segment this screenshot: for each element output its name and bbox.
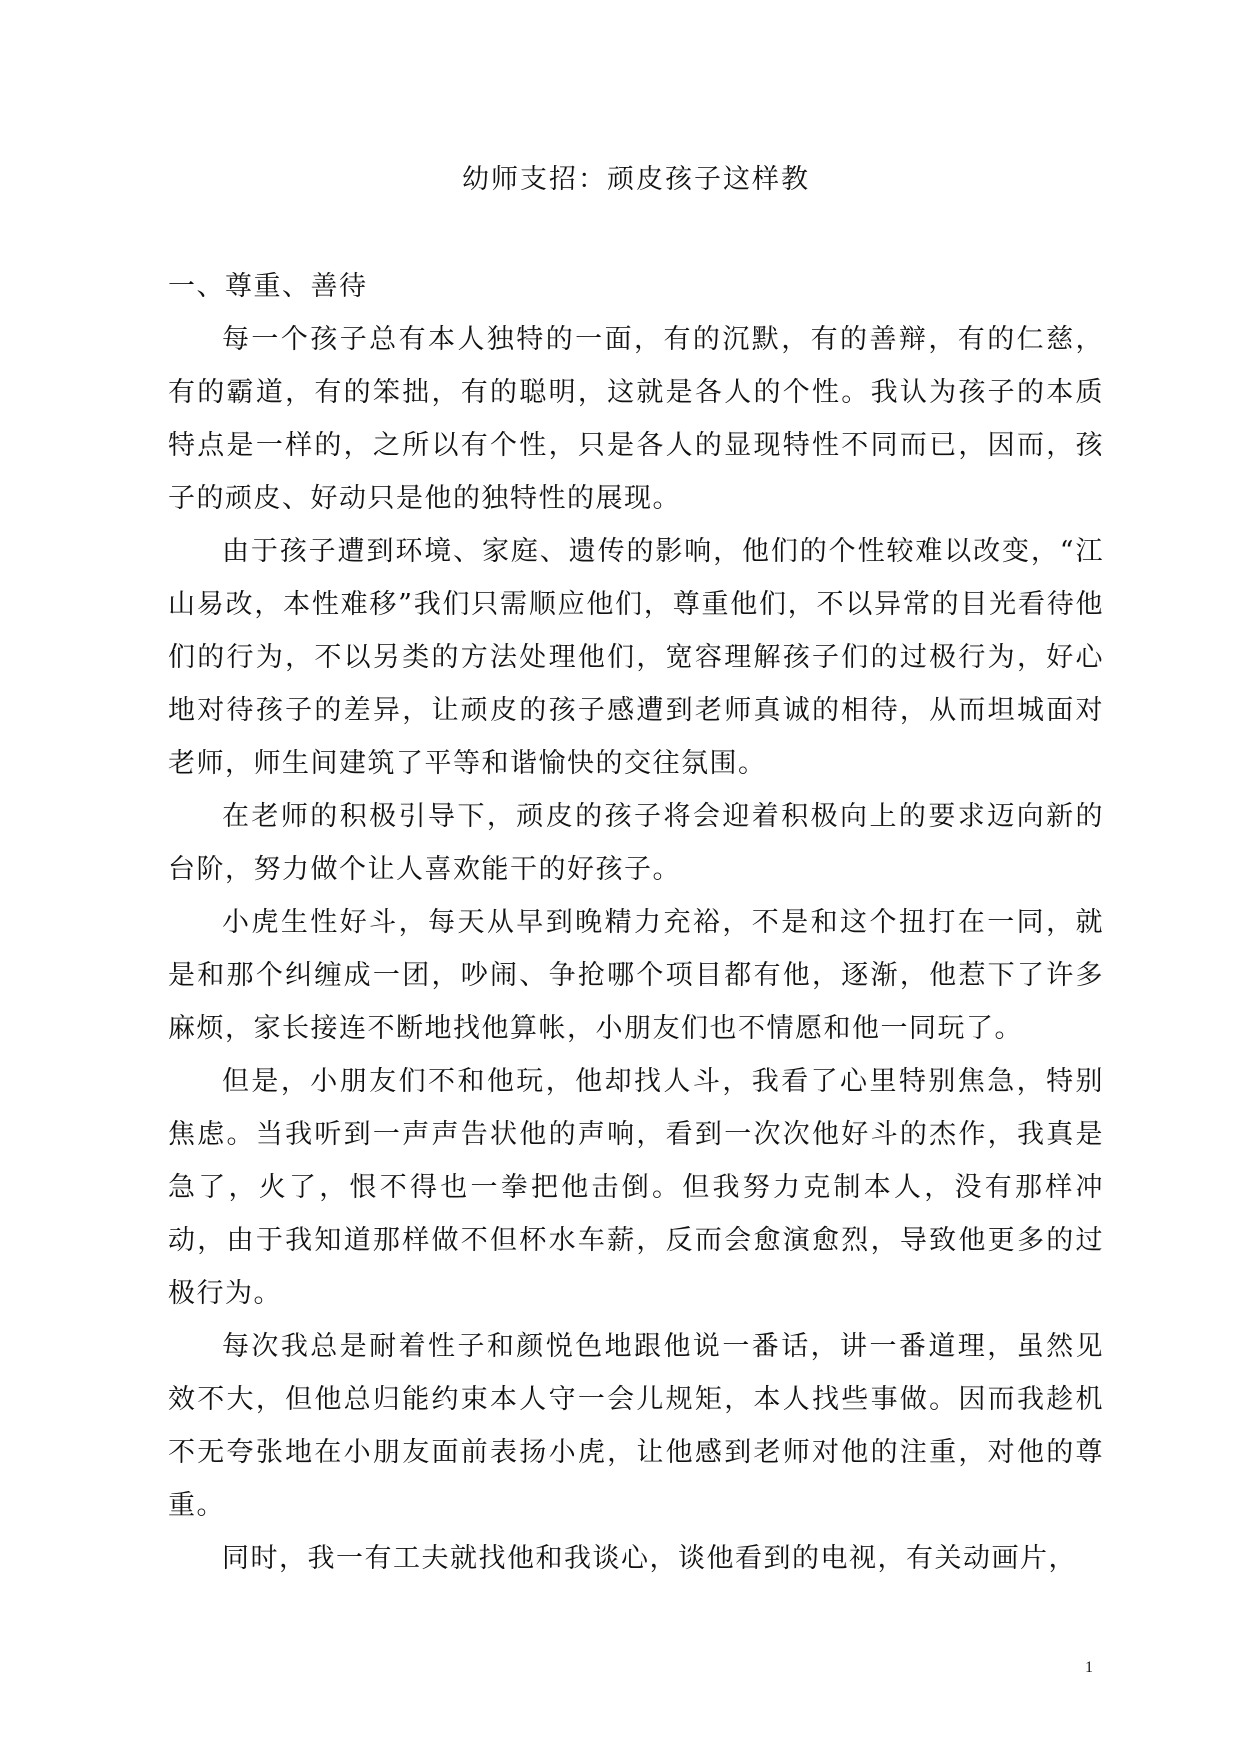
section-heading: 一、尊重、善待 xyxy=(168,271,368,302)
paragraph-2: 由于孩子遭到环境、家庭、遗传的影响，他们的个性较难以改变，“江山易改，本性难移”我们只需顺应他们，尊重他们，不以异常的目光看待他们的行为，不以另类的方法处理他们，宽容理解孩子们的过极行为，好心地对待孩子的差异，让顽皮的孩子感遭到老师真诚的相待，从而坦城面对老师，师生间建筑了平等和谐愉快的交往氛围。 xyxy=(168,536,1104,779)
paragraph-3: 在老师的积极引导下，顽皮的孩子将会迎着积极向上的要求迈向新的台阶，努力做个让人喜欢能干的好孩子。 xyxy=(168,801,1104,885)
paragraph-1: 每一个孩子总有本人独特的一面，有的沉默，有的善辩，有的仁慈，有的霸道，有的笨拙，有的聪明，这就是各人的个性。我认为孩子的本质特点是一样的，之所以有个性，只是各人的显现特性不同而已，因而，孩子的顽皮、好动只是他的独特性的展现。 xyxy=(168,324,1104,514)
paragraph-6: 每次我总是耐着性子和颜悦色地跟他说一番话，讲一番道理，虽然见效不大，但他总归能约束本人守一会儿规矩，本人找些事做。因而我趁机不无夸张地在小朋友面前表扬小虎，让他感到老师对他的注重，对他的尊重。 xyxy=(168,1331,1104,1521)
page-number: 1 xyxy=(1085,1659,1093,1676)
paragraph-4: 小虎生性好斗，每天从早到晚精力充裕，不是和这个扭打在一同，就是和那个纠缠成一团，吵闹、争抢哪个项目都有他，逐渐，他惹下了许多麻烦，家长接连不断地找他算帐，小朋友们也不情愿和他一同玩了。 xyxy=(168,907,1104,1044)
paragraph-7: 同时，我一有工夫就找他和我谈心，谈他看到的电视，有关动画片， xyxy=(222,1543,1077,1574)
document-title: 幼师支招：顽皮孩子这样教 xyxy=(462,164,810,195)
document-body xyxy=(168,260,1104,1585)
paragraph-5: 但是，小朋友们不和他玩，他却找人斗，我看了心里特别焦急，特别焦虑。当我听到一声声告状他的声响，看到一次次他好斗的杰作，我真是急了，火了，恨不得也一拳把他击倒。但我努力克制本人，没有那样冲动，由于我知道那样做不但杯水车薪，反而会愈演愈烈，导致他更多的过极行为。 xyxy=(168,1066,1104,1309)
